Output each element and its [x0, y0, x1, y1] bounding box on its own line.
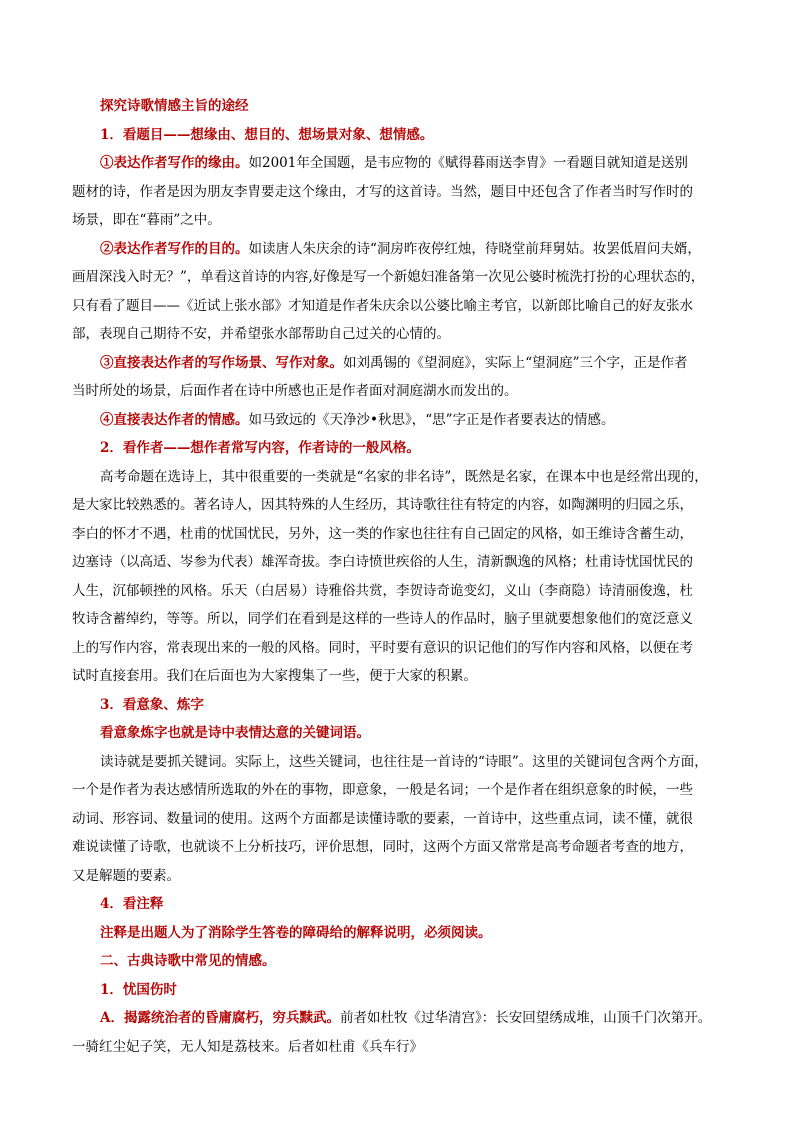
para-a-line-1: A．揭露统治者的昏庸腐朽，穷兵黩武。前者如杜牧《过华清宫》：长安回望绣成堆，山顶千门次第开。 [100, 1010, 712, 1026]
section-4-subheading: 注释是出题人为了消除学生答卷的障碍给的解释说明，必须阅读。 [100, 924, 492, 941]
para-5-line-7: 上的写作内容，常表现出来的一般的风格。同时，平时要有意识的识记他们的写作内容和风格，以便在考 [72, 639, 693, 656]
para-2-line-1: ②表达作者写作的目的。如读唐人朱庆余的诗“洞房昨夜停红烛，待晓堂前拜舅姑。妆罢低眉问夫婿， [100, 240, 701, 257]
doc-title: 探究诗歌情感主旨的途经 [100, 98, 249, 114]
section-1-heading: 1．看题目——想缘由、想目的、想场景对象、想情感。 [100, 126, 434, 143]
para-5-line-3: 李白的怀才不遇，杜甫的忧国忧民，另外，这一类的作家也往往有自己固定的风格，如王维诗含蓄生动， [72, 525, 693, 542]
para-4-emphasis: ④直接表达作者的情感。 [100, 411, 249, 428]
section-3-heading: 3．看意象、炼字 [100, 696, 204, 713]
para-3-emphasis: ③直接表达作者的写作场景、写作对象。 [100, 354, 343, 371]
para-6-line-3: 动词、形容词、数量词的使用。这两个方面都是读懂诗歌的要素，一首诗中，这些重点词，读不懂，就很 [72, 810, 693, 827]
para-2-line-3: 只有看了题目——《近试上张水部》才知道是作者朱庆余以公婆比喻主考官，以新郎比喻自己的好友张水 [72, 297, 693, 314]
para-6-line-2: 一个是作者为表达感情所选取的外在的事物，即意象，一般是名词；一个是作者在组织意象的时候，一些 [72, 782, 693, 798]
para-2-line-2: 画眉深浅入时无？”，单看这首诗的内容,好像是写一个新媳妇准备第一次见公婆时梳洗打扮的心理状态的， [72, 269, 705, 285]
para-a-emphasis: A．揭露统治者的昏庸腐朽，穷兵黩武。 [100, 1010, 340, 1026]
para-5-line-5: 人生，沉郁顿挫的风格。乐天（白居易）诗雅俗共赏，李贺诗奇诡变幻，义山（李商隐）诗清丽俊逸，杜 [72, 582, 693, 599]
section-4-heading: 4．看注释 [100, 896, 164, 912]
para-2-emphasis: ②表达作者写作的目的。 [100, 240, 249, 257]
para-1-line-2: 题材的诗，作者是因为朋友李胄要走这个缘由，才写的这首诗。当然，题目中还包含了作者当时写作时的 [72, 183, 693, 200]
para-5-line-8: 试时直接套用。我们在后面也为大家搜集了一些，便于大家的积累。 [72, 668, 477, 684]
para-5-line-4: 边塞诗（以高适、岑参为代表）雄浑奇拔。李白诗愤世疾俗的人生，清新飘逸的风格；杜甫诗忧国忧民的 [72, 554, 693, 570]
para-2-line-4: 部，表现自己期待不安，并希望张水部帮助自己过关的心情的。 [72, 326, 450, 342]
para-5-line-6: 牧诗含蓄绰约，等等。所以，同学们在看到是这样的一些诗人的作品时，脑子里就要想象他们的宽泛意义 [72, 611, 693, 627]
para-a-line-2: 一骑红尘妃子笑，无人知是荔枝来。后者如杜甫《兵车行》 [72, 1038, 423, 1055]
para-1-line-3: 场景，即在“暮雨”之中。 [72, 212, 221, 228]
para-6-line-5: 又是解题的要素。 [72, 867, 180, 884]
para-5-line-2: 是大家比较熟悉的。著名诗人，因其特殊的人生经历，其诗歌往往有特定的内容，如陶渊明的归园之乐， [72, 497, 693, 513]
para-3-line-2: 当时所处的场景，后面作者在诗中所感也正是作者面对洞庭湖水而发出的。 [72, 383, 518, 399]
para-6-line-1: 读诗就是要抓关键词。实际上，这些关键词，也往往是一首诗的“诗眼”。这里的关键词包含两个方面， [100, 753, 708, 770]
para-1-line-1: ①表达作者写作的缘由。如2001年全国题，是韦应物的《赋得暮雨送李胄》一看题目就知道是送别 [100, 155, 688, 171]
section-2-heading: 2．看作者——想作者常写内容，作者诗的一般风格。 [100, 440, 420, 456]
section-3-subheading: 看意象炼字也就是诗中表情达意的关键词语。 [100, 725, 370, 741]
part-2-heading: 二、古典诗歌中常见的情感。 [100, 953, 276, 969]
para-4-line-1: ④直接表达作者的情感。如马致远的《天净沙•秋思》，“思”字正是作者要表达的情感。 [100, 411, 615, 428]
para-5-line-1: 高考命题在选诗上，其中很重要的一类就是“名家的非名诗”，既然是名家，在课本中也是经常出现的， [100, 468, 708, 485]
part-2-section-1-heading: 1．忧国伤时 [100, 981, 177, 998]
para-3-line-1: ③直接表达作者的写作场景、写作对象。如刘禹锡的《望洞庭》，实际上“望洞庭”三个字，正是作者 [100, 354, 688, 371]
para-1-emphasis: ①表达作者写作的缘由。 [100, 155, 249, 171]
para-6-line-4: 难说读懂了诗歌，也就谈不上分析技巧，评价思想，同时，这两个方面又常常是高考命题者考查的地方， [72, 839, 693, 855]
